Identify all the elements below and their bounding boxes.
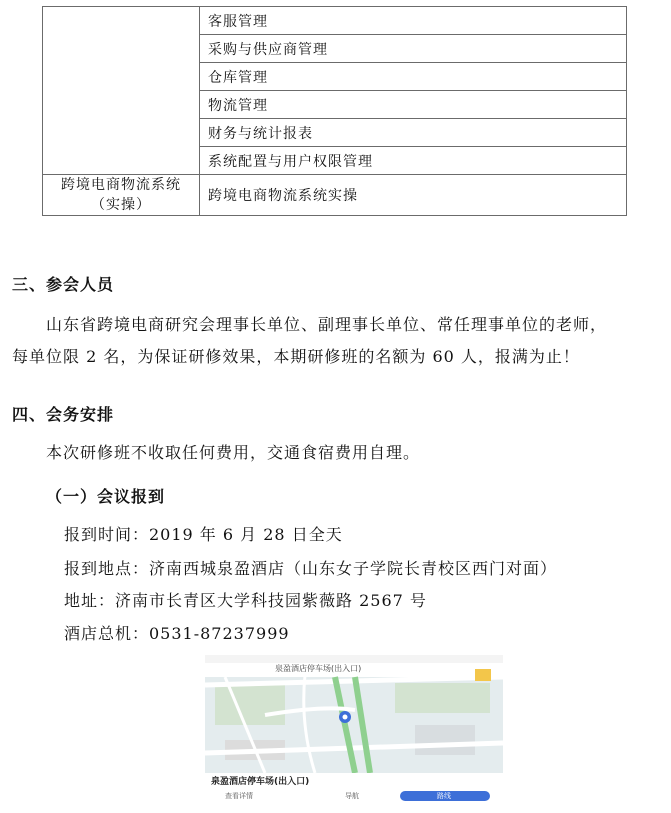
table-cell-system (43, 175, 200, 216)
hotel-phone: 酒店总机：0531-87237999 (64, 624, 290, 643)
map-nav-button[interactable]: 导航 (345, 792, 359, 800)
map-route-button[interactable]: 路线 (437, 792, 451, 800)
module-table (42, 6, 627, 216)
section4-para: 本次研修班不收取任何费用，交通食宿费用自理。 (46, 443, 421, 462)
table-cell: 系统配置与用户权限管理 (200, 147, 627, 175)
table-cell: 仓库管理 (200, 63, 627, 91)
system-name: 跨境电商物流系统 (61, 177, 181, 193)
section3-heading: 三、参会人员 (12, 275, 115, 294)
registration-location: 报到地点：济南西城泉盈酒店（山东女子学院长青校区西门对面） (64, 559, 558, 578)
table-cell: 采购与供应商管理 (200, 35, 627, 63)
table-cell: 物流管理 (200, 91, 627, 119)
map-detail-button[interactable]: 查看详情 (225, 792, 253, 800)
address: 地址：济南市长青区大学科技园紫薇路 2567 号 (64, 591, 427, 610)
table-cell: 跨境电商物流系统实操 (200, 175, 627, 216)
table-cell: 财务与统计报表 (200, 119, 627, 147)
table-cell: 客服管理 (200, 7, 627, 35)
sub-heading-registration: （一）会议报到 (46, 487, 166, 506)
map-bottom-title: 泉盈酒店停车场(出入口) (211, 777, 310, 787)
system-note: （实操） (91, 197, 151, 213)
map-top-title: 泉盈酒店停车场(出入口) (275, 664, 362, 673)
section3-para-line2: 每单位限 2 名，为保证研修效果，本期研修班的名额为 60 人，报满为止！ (12, 347, 580, 366)
registration-time: 报到时间：2019 年 6 月 28 日全天 (64, 525, 343, 544)
map-screenshot (205, 655, 503, 803)
table-cell-left-merged (43, 7, 200, 175)
section4-heading: 四、会务安排 (12, 405, 115, 424)
section3-para-line1: 山东省跨境电商研究会理事长单位、副理事长单位、常任理事单位的老师， (46, 315, 608, 334)
